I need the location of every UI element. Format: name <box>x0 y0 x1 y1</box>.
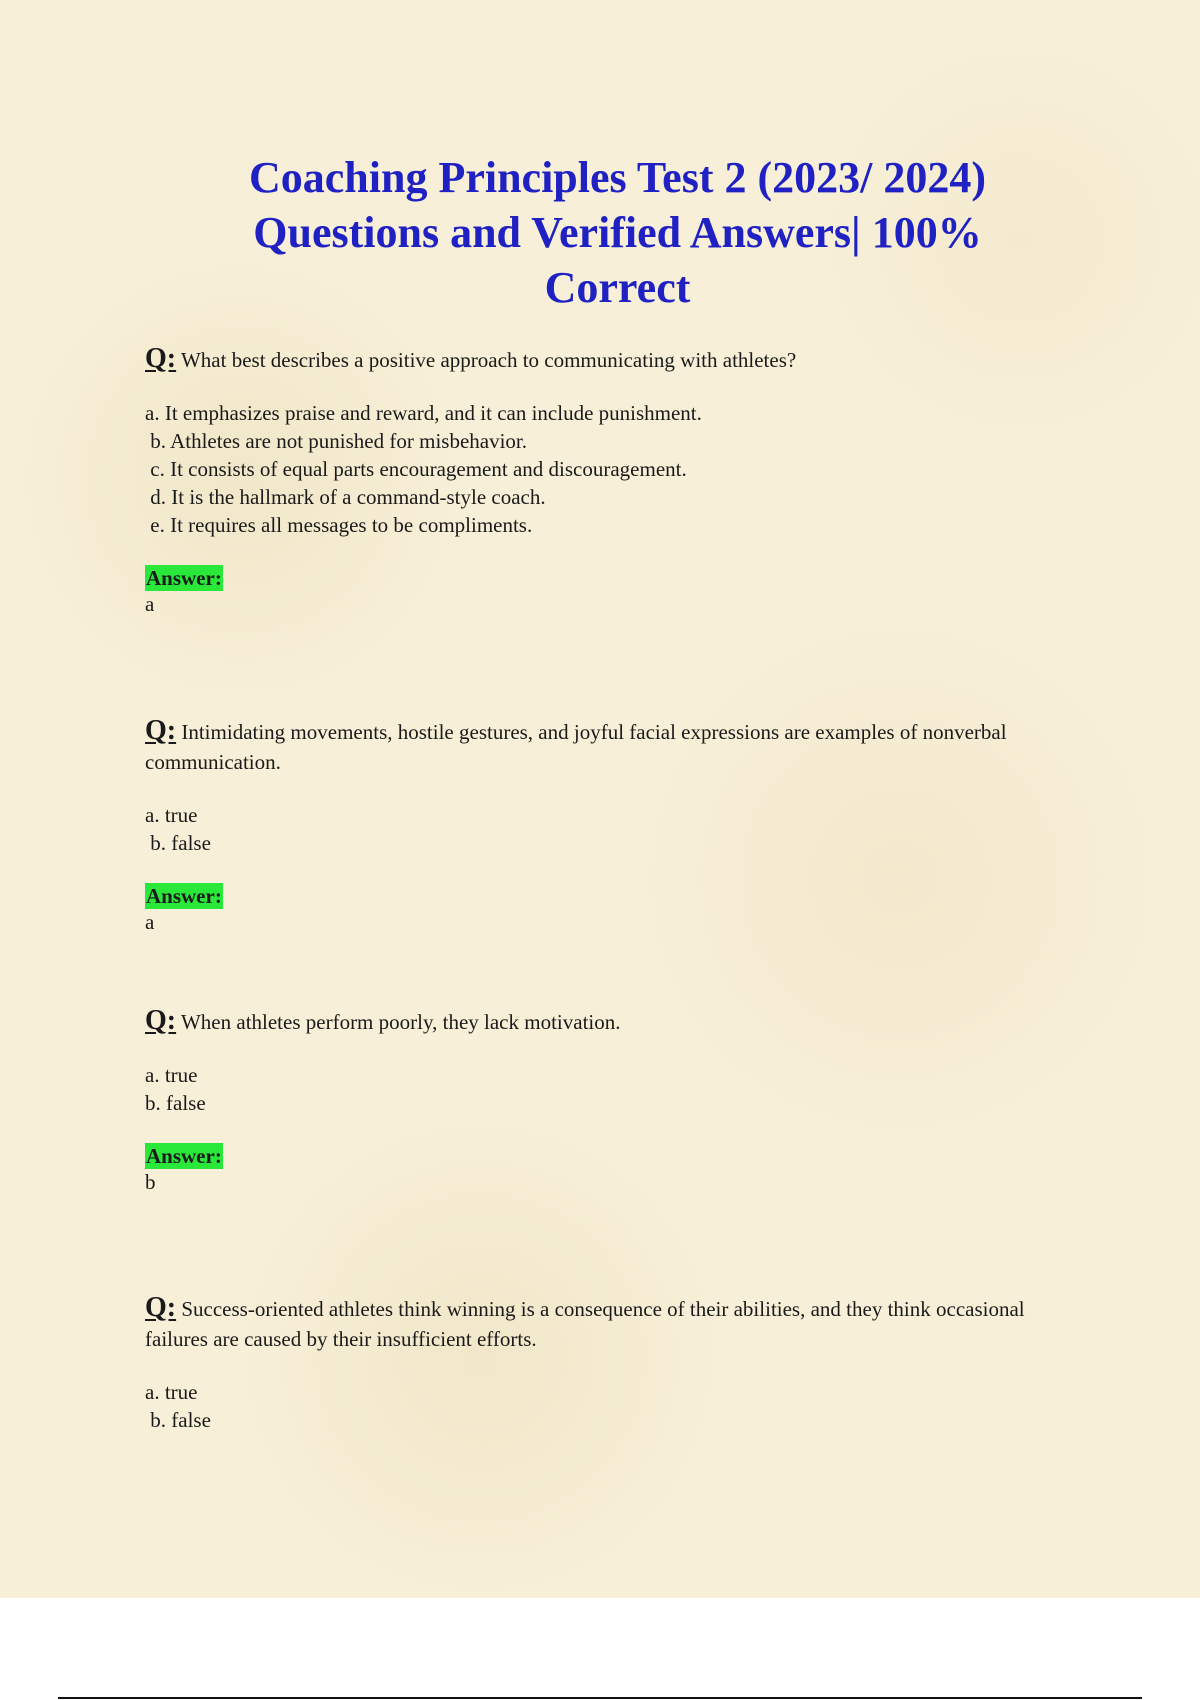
answer-value: a <box>145 592 155 616</box>
question-body: Intimidating movements, hostile gestures, and joyful facial expressions are examples of nonverbal communication. <box>145 720 1007 774</box>
question-block <box>145 344 1065 617</box>
option-list <box>145 1378 1065 1434</box>
option-item: b. false <box>145 1091 206 1115</box>
answer-label: Answer: <box>146 1144 222 1168</box>
answer-value: b <box>145 1170 156 1194</box>
option-item: a. true <box>145 803 198 827</box>
question-block <box>145 1006 1065 1195</box>
option-item: b. false <box>145 1408 211 1432</box>
question-body: Success-oriented athletes think winning is a consequence of their abilities, and they think occasional failures are caused by their insufficient efforts. <box>145 1297 1025 1351</box>
title-line: Correct <box>544 263 691 312</box>
option-item: e. It requires all messages to be compliments. <box>145 513 533 537</box>
title-line: Questions and Verified Answers| 100% <box>253 208 982 257</box>
option-item: a. true <box>145 1063 198 1087</box>
option-item: a. It emphasizes praise and reward, and it can include punishment. <box>145 401 702 425</box>
question-text <box>145 344 1065 375</box>
question-text <box>145 716 1065 777</box>
title-line: Coaching Principles Test 2 (2023/ 2024) <box>248 153 987 202</box>
question-block <box>145 716 1065 935</box>
option-item: a. true <box>145 1380 198 1404</box>
question-block <box>145 1293 1065 1434</box>
question-text <box>145 1293 1065 1354</box>
option-list <box>145 399 1065 539</box>
question-body: What best describes a positive approach to communicating with athletes? <box>176 348 797 372</box>
question-prefix: Q: <box>145 715 177 746</box>
page-divider <box>58 1697 1142 1699</box>
question-text <box>145 1006 1065 1037</box>
question-prefix: Q: <box>145 343 177 374</box>
question-prefix: Q: <box>145 1005 177 1036</box>
question-body: When athletes perform poorly, they lack motivation. <box>176 1010 621 1034</box>
option-list <box>145 1061 1065 1117</box>
answer-value: a <box>145 910 155 934</box>
document-title <box>145 150 1090 315</box>
option-item: d. It is the hallmark of a command-style coach. <box>145 485 546 509</box>
option-item: b. Athletes are not punished for misbehavior. <box>145 429 528 453</box>
option-item: b. false <box>145 831 211 855</box>
option-item: c. It consists of equal parts encouragement and discouragement. <box>145 457 687 481</box>
answer-label: Answer: <box>146 566 222 590</box>
question-prefix: Q: <box>145 1292 177 1323</box>
option-list <box>145 801 1065 857</box>
answer-label: Answer: <box>146 884 222 908</box>
